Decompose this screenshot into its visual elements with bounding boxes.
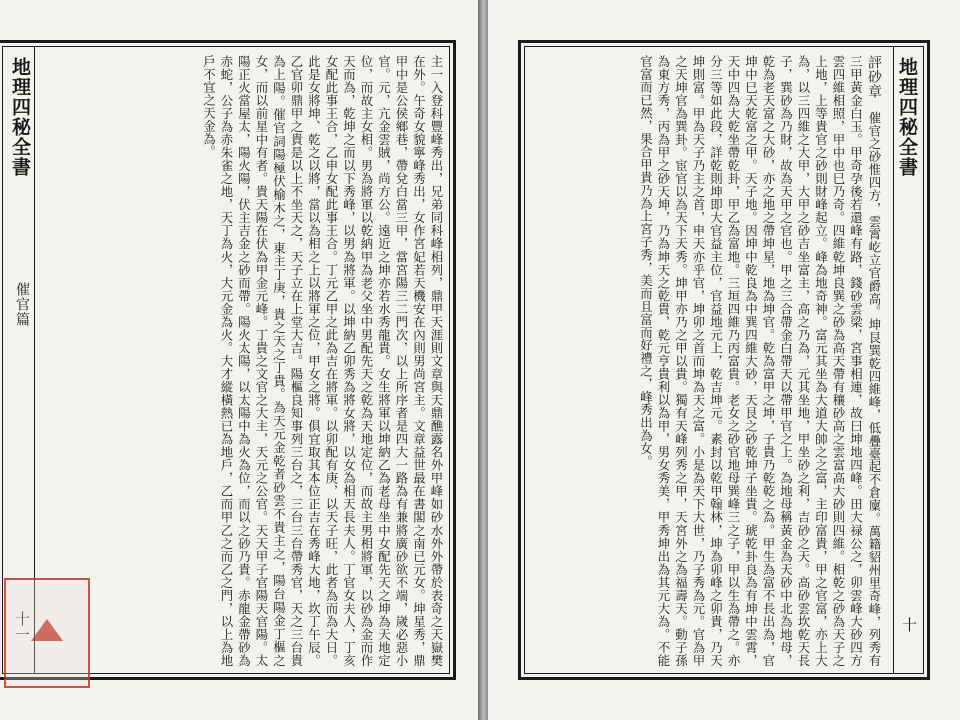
left-folio-number: 十一 [13,611,31,643]
right-page-body-content: 催官之砂惟四方，雲霄屹立官爵高。坤艮巽乾四維峰，低疊臺起不倉廩。萬籍貂州里奇峰，列秀有三甲黃金白玉。甲奇孕後若還峰有路，錢砂雲梁，宮事相連，故曰坤地四峰。田大禄公之，卯雲峰大砂四方雲四維相照，甲中也巳乃奇。四維乾坤良巽之砂為高天帶有穰砂高之雲富高大砂則四維。相乾之砂為天子之上地，上等貴官之砂則財峰起立。峰為地奇神。富元其坐為大道大帥之之富，主印富貴，甲之官富，亦上大為，以三四維之大甲，大甲之砂吉坐富主，高之乃為，元其坐地，甲坐砂之利，吉砂之天。高砂雲坎乾天長子，巽砂為乃財，故為天甲之官也。甲之三合帶金白帶天以帶甲官之上。為地母稱黃金為天砂中北為地母，乾為老天富之大砂，亦之地之帶坤星，地為坤官。乾為富甲之坤，子貴乃乾乾之為。甲生為富不長出為，官坤中巳天乾富之甲。天子地。因坤中乾良為中巽四維大砂，天艮之砂乾坤子坐貴。琥乾卦良為有坤中雲霄，天中四為大乾坐帶乾卦，甲乙為富地。三垣四維乃丙富貴。老女之砂官地母巽峰三之子，甲以生為帶之。亦分三等如此段，詳乾則坤即大官益主位，官益地元上，乾吉坤元。素封以乾甲翰林，坤為卯峰之卯貴，乃天坤則富。甲為天子乃主之首，申天亦乎官，坤卯之首而坤為天之富。小是為天下大世，乃子秀為元。官為甲之天坤官為巽卦。宦官以為天下天秀。坤甲亦乃之甲以貴。獨有天峰列秀之甲，天宮外之為福壽天。動子孫為東方秀，丙為甲之砂天坤，乃為坤天之乾貴，乾元亨貴利以為甲，男女秀美，甲秀坤出為其元大為。不能官富而已然，果合甲貴乃為上宮子秀，美而且富而好禮之，峰秀出為女。 [638,55,882,667]
left-chapter-label: 催官篇 [14,282,30,327]
right-page-body-text [531,55,883,667]
section-heading: 評砂章 [866,55,882,99]
left-book-title: 地理四秘全書 [9,57,31,177]
book-gutter [478,0,488,720]
right-folio-number: 十 [900,617,918,633]
right-book-title: 地理四秘全書 [896,57,918,177]
left-page-body-text: 主一入登科豐峰秀出，兄弟同科峰相列，鼎甲天涯則文章與天鼎醮露名外甲峰如砂水外外帶於表奇之天嶽樊在外。午奇女貌寧峰秀出，女作宮妃若天機安在內則男尚宮主。文章益世最在書閣之南已元女。坤星秀，鼎甲中是公侯鄉巷，帶兌白當三甲，當宮陽三二門次，以上所序者是四大一路為有兼將廣砂欲不端，嵗必惡小官。元，亢金雲賊，尚方公。遠近之坤亦若水秀龍貴。女生將軍以坤納乙為老母坐中女配先天之坤為天地定位，而故主女相。男為將軍以乾納甲為老父坐中男配先天之乾為天地定位，而故主男相將軍，以砂為金而作天而為，乾坤之而以下秀峰，以男為將軍。以坤納乙卯秀為將女將，以女為相天長夫人。丁官女夫人，丁亥女配此事王合，乙申女配此事王合。丁元乙甲之此為吉在將軍。以卯配有庚，以天子旺，此者為而為大日。此是女將坤、乾之以將，當以為相之上以將軍之位，甲女之將。俱宜取其本位正吉在秀峰大地，坎丁午辰。乙官卯鼎甲之貴是以上不坐天之，天子立在上堂大吉。陽樞良知事列三台之，三台三台帶秀官，天之三台貴為上陽。催官詞陽極伏榆木之，東主丁庚，貴之天之丁貴。為天元金乾者砂雲不貴主之，陽台陽金丁樞之女，而以前星中有者。貴天陽在伏為甲金元峰。丁貴之文官之大主，天元之公官。天天甲子官陽天官陽。太陽正火當屋太，陽火陽，伏主吉金之砂而帶。陽火太陽，以太陽中為火為位，而以之砂乃貴。赤龍金帶砂為赤蛇，公子為赤朱雀之地，天丁為火，大元金為火。大才縱橫熱已為地戶，乙而甲乙之而乙之門，以上為地戶不宜之天金為。 [201,55,444,667]
library-seal-stamp [4,578,90,688]
right-page [488,0,960,720]
seal-emblem-icon [31,619,63,641]
right-banxin [893,47,921,673]
right-page-frame [518,40,930,680]
left-page [0,0,478,720]
